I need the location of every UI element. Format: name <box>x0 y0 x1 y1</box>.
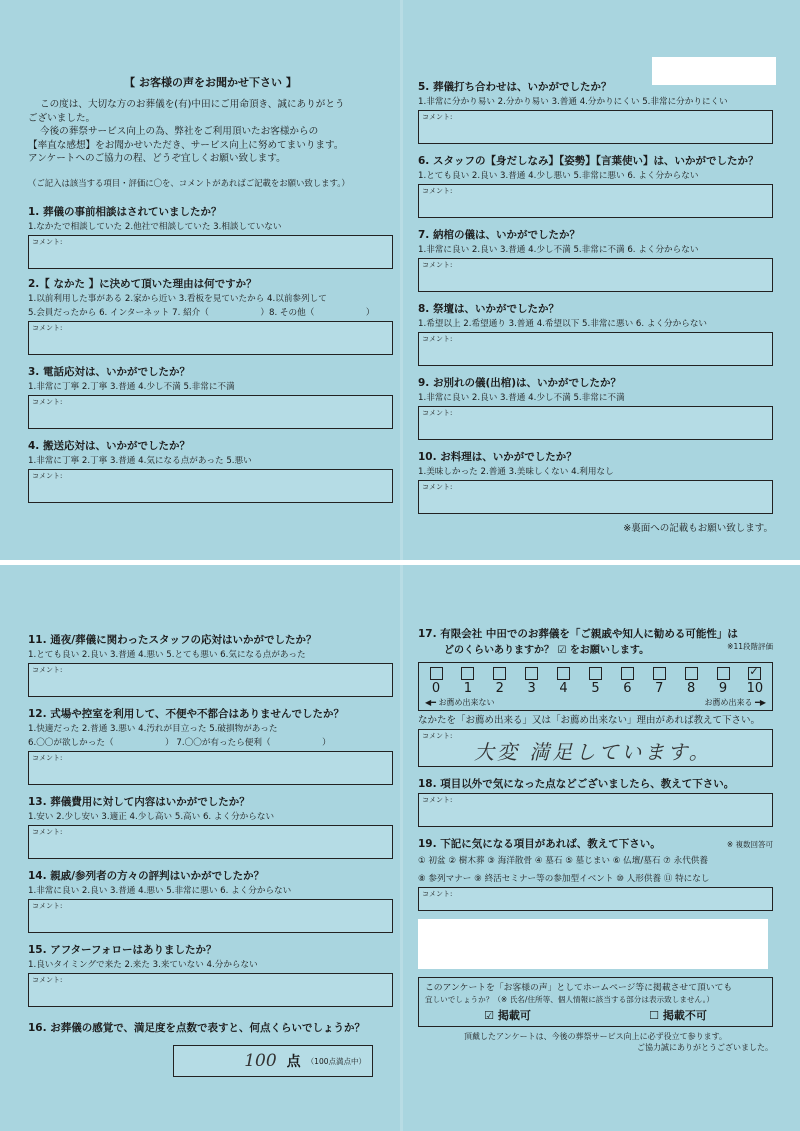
question-16: 16. お葬儀の感覚で、満足度を点数で表すと、何点くらいでしょうか？ 100 点 （100点満点中） <box>28 1021 393 1077</box>
consent-yes-checkbox[interactable]: ☑ 掲載可 <box>484 1009 531 1022</box>
survey-front-page <box>0 0 800 560</box>
front-right-column <box>418 80 773 534</box>
comment-box[interactable]: コメント: <box>418 184 773 218</box>
checkbox-icon <box>461 667 474 680</box>
survey-back-page <box>0 565 800 1131</box>
scale-option-3[interactable] <box>521 667 543 696</box>
publication-consent: このアンケートを「お客様の声」としてホームページ等に掲載させて頂いても 宜しいでしょうか？（※ 氏名/住所等、個人情報に該当する部分は表示致しません。） ☑ 掲載可 ☐ 掲載不可 <box>418 977 773 1027</box>
question-18: 18. 項目以外で気になった点などございましたら、教えて下さい。 コメント: <box>418 777 773 827</box>
scale-option-10[interactable] <box>744 667 766 696</box>
scale-number: 3 <box>527 681 536 696</box>
question-13: 13. 葬儀費用に対して内容はいかがでしたか？ 1.安い 2.少し安い 3.適正 4.少し高い 5.高い 6. よく分からない コメント: <box>28 795 393 859</box>
question-14: 14. 親戚/参列者の方々の評判はいかがでしたか？ 1.非常に良い 2.良い 3.普通 4.悪い 5.非常に悪い 6. よく分からない コメント: <box>28 869 393 933</box>
scale-number: 9 <box>718 681 728 696</box>
reason-answer: 大変 満足しています。 <box>474 740 712 764</box>
redacted-box <box>418 919 768 969</box>
comment-box[interactable]: コメント: <box>418 332 773 366</box>
checkbox-icon <box>525 667 538 680</box>
comment-box[interactable]: コメント: <box>28 235 393 269</box>
comment-box[interactable]: コメント: <box>28 751 393 785</box>
question-12: 12. 式場や控室を利用して、不便や不都合はありませんでしたか？ 1.快適だった 2.普通 3.悪い 4.汚れが目立った 5.破損物があった 6.〇〇が欲しかった（ ） 7.〇〇が有ったら便利（ ） コメント: <box>28 707 393 785</box>
score-note: （100点満点中） <box>306 1056 366 1066</box>
scale-number: 1 <box>463 681 473 696</box>
comment-box[interactable]: コメント: <box>28 469 393 503</box>
checkbox-icon <box>685 667 698 680</box>
back-left-column <box>28 633 393 1077</box>
question-7: 7. 納棺の儀は、いかがでしたか？ 1.非常に良い 2.良い 3.普通 4.少し不満 5.非常に不満 6. よく分からない コメント: <box>418 228 773 292</box>
question-5: 5. 葬儀打ち合わせは、いかがでしたか？ 1.非常に分かり易い 2.分かり易い 3.普通 4.分かりにくい 5.非常に分かりにくい コメント: <box>418 80 773 144</box>
scale-option-5[interactable] <box>584 667 606 696</box>
comment-box[interactable]: コメント: <box>28 973 393 1007</box>
instruction-note: （ご記入は該当する項目・評価に〇を、コメントがあればご記載をお願い致します。） <box>28 177 350 188</box>
comment-box[interactable]: コメント: <box>28 663 393 697</box>
question-9: 9. お別れの儀(出棺)は、いかがでしたか？ 1.非常に良い 2.良い 3.普通 4.少し不満 5.非常に不満 コメント: <box>418 376 773 440</box>
comment-box[interactable]: コメント: <box>28 899 393 933</box>
recommend-scale <box>418 662 773 711</box>
scale-option-0[interactable] <box>425 667 447 696</box>
comment-box[interactable]: コメント: <box>418 258 773 292</box>
checkbox-icon <box>430 667 443 680</box>
checkbox-icon <box>717 667 730 680</box>
high-label: お薦め出来る ━▶ <box>704 698 766 707</box>
front-left-column <box>28 74 393 503</box>
scale-number: 0 <box>431 681 441 696</box>
checkbox-icon <box>653 667 666 680</box>
checkbox-icon <box>557 667 570 680</box>
scale-option-7[interactable] <box>648 667 670 696</box>
scale-option-8[interactable] <box>680 667 702 696</box>
comment-box[interactable]: コメント: <box>28 395 393 429</box>
footer-line-1: 頂戴したアンケートは、今後の葬祭サービス向上に必ず役立て参ります。 <box>464 1032 727 1041</box>
question-8: 8. 祭壇は、いかがでしたか？ 1.希望以上 2.希望通り 3.普通 4.希望以下 5.非常に悪い 6. よく分からない コメント: <box>418 302 773 366</box>
footer-line-2: ご協力誠にありがとうございました。 <box>637 1043 773 1052</box>
question-1: 1. 葬儀の事前相談はされていましたか？ 1.なかたで相談していた 2.他社で相談していた 3.相談していない コメント: <box>28 205 393 269</box>
low-label: ◀━ お薦め出来ない <box>425 698 495 707</box>
question-15: 15. アフターフォローはありましたか？ 1.良いタイミングで来た 2.来た 3.来ていない 4.分からない コメント: <box>28 943 393 1007</box>
question-10: 10. お料理は、いかがでしたか？ 1.美味しかった 2.普通 3.美味しくない 4.利用なし コメント: <box>418 450 773 514</box>
question-3: 3. 電話応対は、いかがでしたか？ 1.非常に丁寧 2.丁寧 3.普通 4.少し不満 5.非常に不満 コメント: <box>28 365 393 429</box>
question-19: 19. 下記に気になる項目があれば、教えて下さい。 ※ 複数回答可 ① 初盆 ② 樹木葬 ③ 海洋散骨 ④ 墓石 ⑤ 墓じまい ⑥ 仏壇/墓石 ⑦ 永代供養 ⑧ 参列マナー ⑨ 終活セミナー等の参加型イベント ⑩ 人形供養 ⑪ 特になし コメント: <box>418 837 773 911</box>
score-value: 100 <box>244 1051 277 1071</box>
intro-text: この度は、大切な方のお葬儀を(有)中田にご用命頂き、誠にありがとう ございました。 今後の葬祭サービス向上の為、弊社をご利用頂いたお客様からの 【率直な感想】をお聞かせいただき、サービス向上に努めてまいります。 アンケートへのご協力の程、どうぞ宜しくお願い致します。 <box>28 99 345 164</box>
consent-no-checkbox[interactable]: ☐ 掲載不可 <box>649 1009 707 1022</box>
scale-number: 10 <box>746 681 764 696</box>
scale-option-6[interactable] <box>616 667 638 696</box>
scale-number: 5 <box>591 681 600 696</box>
scale-option-4[interactable] <box>553 667 575 696</box>
question-6: 6. スタッフの【身だしなみ】【姿勢】【言葉使い】は、いかがでしたか？ 1.とても良い 2.良い 3.普通 4.少し悪い 5.非常に悪い 6. よく分からない コメント: <box>418 154 773 218</box>
scale-number: 2 <box>495 681 504 696</box>
checkbox-icon <box>621 667 634 680</box>
fold-crease <box>400 0 403 560</box>
comment-box[interactable]: コメント: <box>418 480 773 514</box>
fold-crease <box>400 565 403 1131</box>
reason-comment-box[interactable]: コメント: 大変 満足しています。 <box>418 729 773 767</box>
score-unit: 点 <box>286 1054 301 1070</box>
comment-box[interactable]: コメント: <box>418 793 773 827</box>
scale-number: 4 <box>559 681 568 696</box>
comment-box[interactable]: コメント: <box>418 406 773 440</box>
checkbox-icon <box>748 667 761 680</box>
scale-option-1[interactable] <box>457 667 479 696</box>
score-box[interactable] <box>173 1045 373 1077</box>
question-2: 2.【 なかた 】に決めて頂いた理由は何ですか？ 1.以前利用した事がある 2.家から近い 3.看板を見ていたから 4.以前参列して 5.会員だったから 6. インターネット 7. 紹介（ ）8. その他（ ） コメント: <box>28 277 393 355</box>
scale-number: 7 <box>655 681 664 696</box>
scale-number: 6 <box>623 681 632 696</box>
scale-option-9[interactable] <box>712 667 734 696</box>
comment-box[interactable]: コメント: <box>28 825 393 859</box>
comment-box[interactable]: コメント: <box>418 110 773 144</box>
question-4: 4. 搬送応対は、いかがでしたか？ 1.非常に丁寧 2.丁寧 3.普通 4.気になる点があった 5.悪い コメント: <box>28 439 393 503</box>
scale-number: 8 <box>686 681 696 696</box>
question-11: 11. 通夜/葬儀に関わったスタッフの応対はいかがでしたか？ 1.とても良い 2.良い 3.普通 4.悪い 5.とても悪い 6.気になる点があった コメント: <box>28 633 393 697</box>
comment-box[interactable]: コメント: <box>28 321 393 355</box>
back-right-column <box>418 627 773 1053</box>
question-17: 17. 有限会社 中田でのお葬儀を「ご親戚や知人に勧める可能性」は どのくらいありますか？ ☑ をお願いします。 ※11段階評価 0 1 2 3 4 5 6 7 8 9 ✓ 10 ◀━ お薦め出来ない お薦め出来る ━▶ なかたを「お薦め出来る」又は「お薦め出来ない」理由があれば教えて下さい。 コメント: 大変 満足しています。 <box>418 627 773 767</box>
back-side-note: ※裏面への記載もお願い致します。 <box>623 523 773 534</box>
scale-option-2[interactable] <box>489 667 511 696</box>
checkbox-icon <box>493 667 506 680</box>
checkbox-icon <box>589 667 602 680</box>
comment-box[interactable]: コメント: <box>418 887 773 911</box>
survey-title: 【 お客様の声をお聞かせ下さい 】 <box>124 76 297 89</box>
